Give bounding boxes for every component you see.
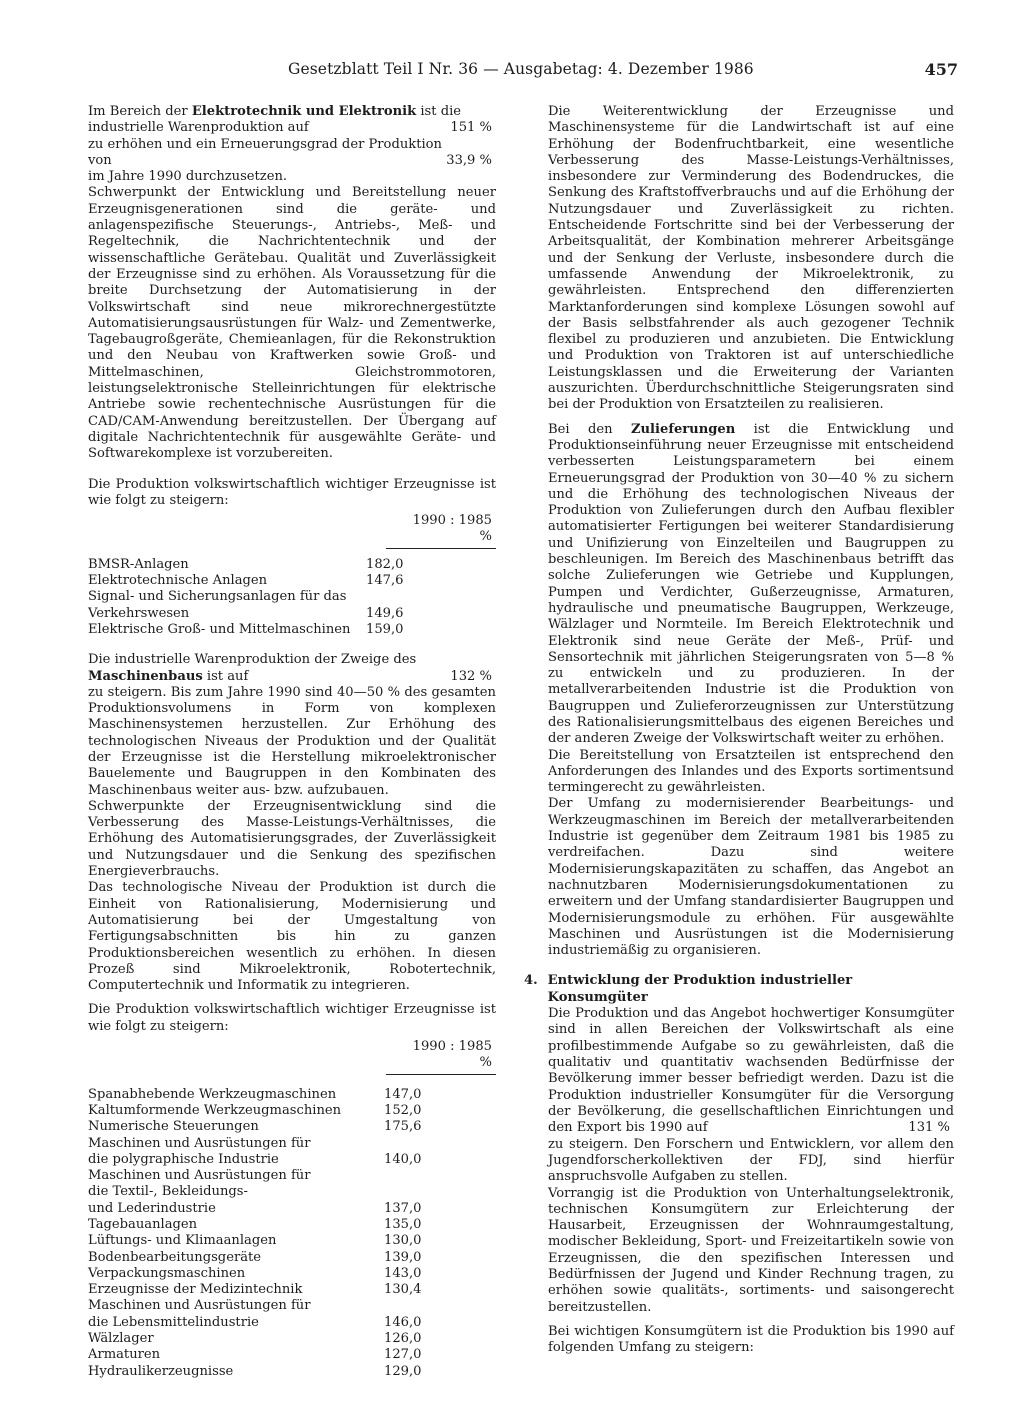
page-header bbox=[88, 60, 958, 86]
paragraph-modernisierung: Der Umfang zu modernisierender Bearbeitungs- und Werkzeugmaschinen im Bereich der metallverarbeitenden Industrie ist gegenüber dem Zeitraum 1981 bis 1985 zu verdreifachen. Dazu sind weitere Modernisierungskapazitäten zu schaffen, das Angebot an nachnutzbaren Modernisierungsdokumentationen zu erweitern und der Umfang standardisierter Baugruppen und Modernisierungsmodule zu erhöhen. Für ausgewählte Maschinen und Ausrüstungen ist die Modernisierung industriemäßig zu organisieren. bbox=[548, 796, 954, 959]
section-number: 4. bbox=[524, 973, 538, 989]
value-line: Maschinenbaus ist auf 132 % bbox=[88, 669, 496, 685]
paragraph-maschinenbau: zu steigern. Bis zum Jahre 1990 sind 40—50 % des gesamten Produktionsvolumens in Form von komplexen Maschinensystemen herzustellen. Zur Erhöhung des technologischen Niveaus der Produktion und der Qualität der Erzeugnisse ist die Herstellung mikroelektronischer Bauelemente und Baugruppen in den Kombinaten des Maschinenbaus weiter aus- bzw. aufzubauen. bbox=[88, 684, 496, 798]
paragraph-landwirtschaft: Die Weiterentwicklung der Erzeugnisse und Maschinensysteme für die Landwirtschaft ist auf eine Erhöhung der Bodenfruchtbarkeit, eine wesentliche Verbesserung des Masse-Leistungs-Verhältnisses, insbesondere zur Verminderung des Bodendruckes, die Senkung des Kraftstoffverbrauchs und auf die Erhöhung der Nutzungsdauer und Zuverlässigkeit zu richten. Entscheidende Fortschritte sind bei der Verbesserung der Arbeitsqualität, der Kombination mehrerer Arbeitsgänge und der Senkung der Verluste, insbesondere durch die umfassende Anwendung der Mikroelektronik, zu gewährleisten. Entsprechend den differenzierten Marktanforderungen sind komplexe Lösungen sowohl auf der Basis selbstfahrender als auch gezogener Technik flexibel zu produzieren und anzubieten. Die Entwicklung und Produktion von Traktoren ist auf unterschiedliche Leistungsklassen und die Erweiterung der Varianten auszurichten. Überdurchschnittliche Steigerungsraten sind bei der Produktion von Ersatzteilen zu realisieren. bbox=[548, 104, 954, 413]
table-row: Armaturen 127,0 bbox=[88, 1347, 422, 1363]
table-header: 1990 : 1985 % bbox=[88, 513, 496, 549]
value-line: industrielle Warenproduktion auf 151 % bbox=[88, 120, 496, 136]
table-row: Numerische Steuerungen 175,6 bbox=[88, 1119, 422, 1135]
bold-term: Maschinenbaus bbox=[88, 668, 203, 684]
table-row: Bodenbearbeitungsgeräte 139,0 bbox=[88, 1249, 422, 1265]
table-row: Elektrotechnische Anlagen 147,6 bbox=[88, 573, 404, 589]
table-elektrotechnik bbox=[88, 513, 496, 638]
paragraph-produktion-intro-2: Die Produktion volkswirtschaftlich wichtiger Erzeugnisse ist wie folgt zu steigern: bbox=[88, 1002, 496, 1034]
table-row: Spanabhebende Werkzeugmaschinen 147,0 bbox=[88, 1086, 422, 1102]
paragraph-line: zu erhöhen und ein Erneuerungsgrad der Produktion bbox=[88, 136, 442, 152]
paragraph-zulieferungen: Bei den Zulieferungen ist die Entwicklung und Produktionseinführung neuer Erzeugnisse mit entscheidend verbesserten Leistungsparametern bei einem Erneuerungsgrad der Produktion von 30—40 % zu sichern und die Erhöhung des technologischen Niveaus der Produktion von Zulieferungen durch den Aufbau flexibler automatisierter Fertigungen bei weiterer Standardisierung und Unifizierung von Einzelteilen und Baugruppen zu beschleunigen. Im Bereich des Maschinenbaus betrifft das solche Zulieferungen wie Getriebe und Kupplungen, Pumpen und Verdichter, Gußerzeugnisse, Armaturen, hydraulische und pneumatische Baugruppen, Werkzeuge, Wälzlager und Normteile. Im Bereich Elektrotechnik und Elektronik sind neue Geräte der Meß-, Prüf- und Sensortechnik mit jährlichen Steigerungsraten von 5—8 % zu entwickeln und zu produzieren. In der metallverarbeitenden Industrie ist die Produktion von Baugruppen und Zulieferorzeugnissen zur Unterstützung des Rationalisierungsmittelbaus des eigenen Bereiches und der anderen Zweige der Volkswirtschaft weiter zu erhöhen. bbox=[548, 421, 954, 747]
table-row: die Textil-, Bekleidungs- bbox=[88, 1184, 248, 1200]
table-row: Verpackungsmaschinen 143,0 bbox=[88, 1265, 422, 1281]
value: 132 % bbox=[450, 668, 492, 684]
paragraph-ersatzteile: Die Bereitstellung von Ersatzteilen ist entsprechend den Anforderungen des Inlandes und des Exports sortimentsund termingerecht zu gewährleisten. bbox=[548, 747, 954, 796]
value: 151 % bbox=[450, 120, 492, 136]
value: 131 % bbox=[908, 1120, 950, 1136]
section-heading bbox=[524, 973, 954, 1006]
table-row: BMSR-Anlagen 182,0 bbox=[88, 556, 404, 572]
header-title: Gesetzblatt Teil I Nr. 36 — Ausgabetag: 4. Dezember 1986 bbox=[288, 60, 754, 78]
table-maschinenbau bbox=[88, 1039, 496, 1380]
right-column bbox=[524, 104, 954, 1357]
paragraph-vorrangig: Vorrangig ist die Produktion von Unterhaltungselektronik, technischen Konsumgütern zur Erleichterung der Hausarbeit, Erzeugnissen der Wohnraumgestaltung, modischer Bekleidung, Sport- und Freizeitartikeln sowie von Erzeugnissen, die den spezifischen Interessen und Bedürfnissen der Jugend und Kinder Rechnung tragen, zu erhöhen sowie qualitäts-, sortiments- und saisongerecht bereitzustellen. bbox=[548, 1185, 954, 1315]
table-row: Wälzlager 126,0 bbox=[88, 1331, 422, 1347]
bold-term: Zulieferungen bbox=[630, 421, 736, 437]
paragraph-schwerpunkt: Schwerpunkt der Entwicklung und Bereitstellung neuer Erzeugnisgenerationen sind die geräte- und anlagenspezifische Steuerungs-, Antriebs-, Meß- und Regeltechnik, die Nachrichtentechnik und der wissenschaftliche Gerätebau. Qualität und Zuverlässigkeit der Erzeugnisse sind zu erhöhen. Als Voraussetzung für die breite Durchsetzung der Automatisierung in der Volkswirtschaft sind neue mikrorechnergestützte Automatisierungsausrüstungen für Walz- und Zementwerke, Tagebaugroßgeräte, Chemieanlagen, für die Rekonstruktion und den Neubau von Kraftwerken sowie Groß- und Mittelmaschinen, Gleichstrommotoren, leistungselektronische Stelleinrichtungen für elektrische Antriebe sowie rechentechnische Ausrüstungen für die CAD/CAM-Anwendung bereitzustellen. Der Übergang auf digitale Nachrichtentechnik für ausgewählte Geräte- und Softwarekomplexe ist vorzubereiten. bbox=[88, 185, 496, 462]
left-column bbox=[88, 104, 496, 1380]
paragraph-konsumgueter-rest: zu steigern. Den Forschern und Entwicklern, vor allem den Jugendforscherkollektiven der FDJ, sind hierfür anspruchsvolle Aufgaben zu stellen. bbox=[548, 1136, 954, 1185]
table-row: Maschinen und Ausrüstungen für bbox=[88, 1135, 311, 1151]
paragraph-schwerpunkte: Schwerpunkte der Erzeugnisentwicklung sind die Verbesserung des Masse-Leistungs-Verhältnisses, die Erhöhung des Automatisierungsgrades, der Zuverlässigkeit und Nutzungsdauer und die Senkung des spezifischen Energieverbrauchs. bbox=[88, 798, 496, 880]
value: 33,9 % bbox=[446, 152, 492, 168]
paragraph-wichtige-konsumgueter: Bei wichtigen Konsumgütern ist die Produktion bis 1990 auf folgenden Umfang zu steigern: bbox=[548, 1323, 954, 1356]
table-row: Verkehrswesen 149,6 bbox=[88, 605, 404, 621]
table-row: Maschinen und Ausrüstungen für bbox=[88, 1298, 311, 1314]
table-row: und Lederindustrie 137,0 bbox=[88, 1200, 422, 1216]
table-header: 1990 : 1985 % bbox=[88, 1039, 496, 1075]
table-row: die polygraphische Industrie 140,0 bbox=[88, 1151, 422, 1167]
table-row: Tagebauanlagen 135,0 bbox=[88, 1217, 422, 1232]
section-title: Entwicklung der Produktion industrieller Konsumgüter bbox=[547, 973, 853, 1005]
table-row: Kaltumformende Werkzeugmaschinen 152,0 bbox=[88, 1102, 422, 1118]
table-row: Elektrische Groß- und Mittelmaschinen 159,0 bbox=[88, 621, 404, 637]
table-row: die Lebensmittelindustrie 146,0 bbox=[88, 1314, 422, 1330]
page-number: 457 bbox=[924, 60, 958, 79]
bold-term: Elektrotechnik und Elektronik bbox=[191, 104, 417, 119]
paragraph-line: im Jahre 1990 durchzusetzen. bbox=[88, 169, 288, 185]
table-row: Lüftungs- und Klimaanlagen 130,0 bbox=[88, 1233, 422, 1249]
table-row: Hydraulikerzeugnisse 129,0 bbox=[88, 1363, 422, 1379]
table-row: Maschinen und Ausrüstungen für bbox=[88, 1168, 311, 1184]
paragraph-elektrotechnik-intro: Im Bereich der Elektrotechnik und Elektronik ist die bbox=[88, 104, 462, 119]
value-line: von 33,9 % bbox=[88, 153, 496, 169]
paragraph-technologisches-niveau: Das technologische Niveau der Produktion ist durch die Einheit von Rationalisierung, Modernisierung und Automatisierung bei der Umgestaltung von Fertigungsabschnitten bis hin zu ganzen Produktionsbereichen wesentlich zu erhöhen. In diesen Prozeß sind Mikroelektronik, Robotertechnik, Computertechnik und Informatik zu integrieren. bbox=[88, 880, 496, 994]
table-row: Erzeugnisse der Medizintechnik 130,4 bbox=[88, 1282, 422, 1298]
paragraph-produktion-intro: Die Produktion volkswirtschaftlich wichtiger Erzeugnisse ist wie folgt zu steigern: bbox=[88, 476, 496, 508]
paragraph-konsumgueter: Die Produktion und das Angebot hochwertiger Konsumgüter sind in allen Bereichen der Volkswirtschaft als eine profilbestimmende Aufgabe so zu gewährleisten, daß die qualitativ und quantitativ wachsenden Bedürfnisse der Bevölkerung immer besser befriedigt werden. Dazu ist die Produktion industrieller Konsumgüter für die Versorgung der Bevölkerung, die gesellschaftlichen Einrichtungen und den Export bis 1990 auf bbox=[548, 1006, 954, 1136]
table-row: Signal- und Sicherungsanlagen für das bbox=[88, 589, 347, 605]
value-line: Die industrielle Warenproduktion der Zweige des bbox=[88, 652, 417, 668]
